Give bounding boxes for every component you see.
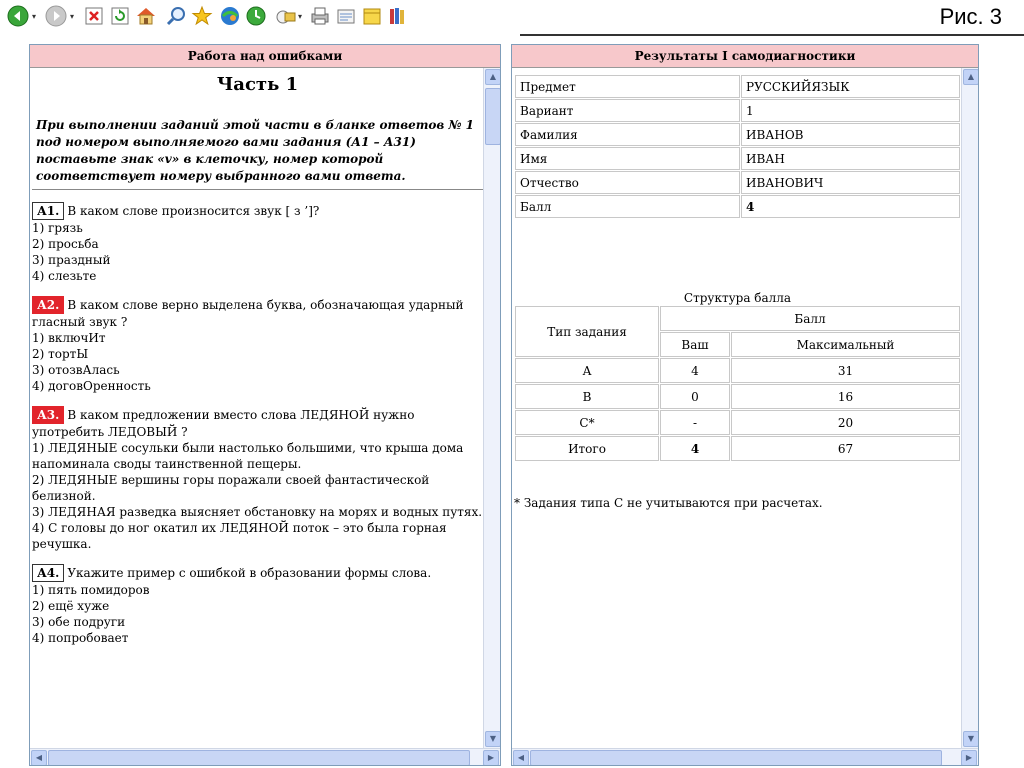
info-row	[515, 75, 960, 98]
scroll-left-icon[interactable]: ◀	[31, 750, 47, 766]
structure-row	[515, 358, 960, 383]
answer-option: 4) С головы до ног окатил их ЛЕДЯНОЙ поток – это была горная речушка.	[32, 521, 447, 551]
browser-toolbar	[0, 0, 1024, 36]
favorites-icon[interactable]	[190, 4, 214, 28]
info-value: ИВАНОВ	[741, 123, 960, 146]
forward-dropdown-icon[interactable]: ▾	[70, 12, 75, 21]
structure-cell-type: С*	[515, 410, 659, 435]
structure-cell-yours: -	[660, 410, 730, 435]
mail-icon[interactable]	[274, 4, 298, 28]
scroll-thumb[interactable]	[485, 88, 501, 145]
question-item	[32, 296, 483, 394]
info-key: Предмет	[515, 75, 740, 98]
figure-label: Рис. 3	[939, 4, 1002, 29]
question-tag: А1.	[32, 202, 64, 220]
info-key: Отчество	[515, 171, 740, 194]
answer-option: 1) пять помидоров	[32, 583, 150, 597]
scroll-left-icon[interactable]: ◀	[513, 750, 529, 766]
answer-option: 3) обе подруги	[32, 615, 126, 629]
media-icon[interactable]	[218, 4, 242, 28]
results-horizontal-scrollbar[interactable]	[512, 748, 978, 765]
structure-table	[514, 305, 961, 462]
folder-icon[interactable]	[360, 4, 384, 28]
question-tag: А4.	[32, 564, 64, 582]
question-item	[32, 202, 483, 284]
answer-option: 4) слезьте	[32, 269, 97, 283]
books-icon[interactable]	[386, 4, 410, 28]
figure-underline	[520, 34, 1024, 36]
scroll-right-icon[interactable]: ▶	[961, 750, 977, 766]
scroll-down-icon[interactable]: ▼	[963, 731, 979, 747]
stop-icon[interactable]	[82, 4, 106, 28]
structure-cell-max: 16	[731, 384, 960, 409]
col-yours-header: Ваш	[660, 332, 730, 357]
results-pane	[511, 44, 979, 766]
answer-option: 2) ЛЕДЯНЫЕ вершины горы поражали своей фантастической белизной.	[32, 473, 430, 503]
answer-option: 3) праздный	[32, 253, 111, 267]
part-title: Часть 1	[216, 74, 299, 95]
structure-cell-type: В	[515, 384, 659, 409]
answer-option: 4) попробовает	[32, 631, 129, 645]
answer-option: 1) ЛЕДЯНЫЕ сосульки были настолько большими, что крыша дома напоминала своды таинственной пещеры.	[32, 441, 464, 471]
info-row	[515, 171, 960, 194]
question-tag-error: А2.	[32, 296, 64, 314]
history-icon[interactable]	[244, 4, 268, 28]
info-key: Вариант	[515, 99, 740, 122]
info-row	[515, 123, 960, 146]
scroll-down-icon[interactable]: ▼	[485, 731, 501, 747]
mail-dropdown-icon[interactable]: ▾	[298, 12, 303, 21]
errors-vertical-scrollbar[interactable]	[483, 68, 500, 748]
forward-icon[interactable]	[44, 4, 68, 28]
answer-option: 2) просьба	[32, 237, 99, 251]
info-value: ИВАН	[741, 147, 960, 170]
info-key: Имя	[515, 147, 740, 170]
question-tag-error: А3.	[32, 406, 64, 424]
structure-title: Структура балла	[683, 291, 792, 305]
structure-cell-yours: 4	[660, 358, 730, 383]
structure-cell-yours: 0	[660, 384, 730, 409]
col-max-header: Максимальный	[731, 332, 960, 357]
instruction-text: При выполнении заданий этой части в бланке ответов № 1 под номером выполняемого вами задания (А1 – А31) поставьте знак «v» в клеточку, номер которой соответствует номеру выбранного вами ответа.	[32, 105, 483, 190]
question-text: В каком предложении вместо слова ЛЕДЯНОЙ нужно употребить ЛЕДОВЫЙ ?	[32, 408, 415, 439]
print-icon[interactable]	[308, 4, 332, 28]
structure-cell-max: 67	[731, 436, 960, 461]
answer-option: 2) ещё хуже	[32, 599, 110, 613]
info-value: РУССКИЙЯЗЫК	[741, 75, 960, 98]
search-icon[interactable]	[164, 4, 188, 28]
edit-icon[interactable]	[334, 4, 358, 28]
structure-cell-yours: 4	[660, 436, 730, 461]
col-score-header: Балл	[660, 306, 960, 331]
errors-pane-header: Работа над ошибками	[30, 45, 500, 68]
errors-content	[32, 68, 483, 748]
results-vertical-scrollbar[interactable]	[961, 68, 978, 748]
scroll-thumb-horizontal[interactable]	[48, 750, 470, 766]
question-text: В каком слове произносится звук [ з ’]?	[67, 204, 320, 218]
info-value: ИВАНОВИЧ	[741, 171, 960, 194]
info-key: Балл	[515, 195, 740, 218]
question-item	[32, 564, 483, 646]
results-pane-header: Результаты I самодиагностики	[512, 45, 978, 68]
info-row	[515, 147, 960, 170]
answer-option: 3) отозвАлась	[32, 363, 120, 377]
back-icon[interactable]	[6, 4, 30, 28]
answer-option: 1) грязь	[32, 221, 83, 235]
info-value: 1	[741, 99, 960, 122]
info-table	[514, 74, 961, 219]
answer-option: 1) включИт	[32, 331, 106, 345]
structure-cell-type: Итого	[515, 436, 659, 461]
structure-cell-max: 31	[731, 358, 960, 383]
footnote: * Задания типа С не учитываются при расчетах.	[514, 496, 823, 510]
structure-row	[515, 410, 960, 435]
structure-row	[515, 436, 960, 461]
scroll-up-icon[interactable]: ▲	[963, 69, 979, 85]
home-icon[interactable]	[134, 4, 158, 28]
refresh-icon[interactable]	[108, 4, 132, 28]
question-text: Укажите пример с ошибкой в образовании формы слова.	[67, 566, 432, 580]
structure-cell-type: А	[515, 358, 659, 383]
structure-header-row	[515, 306, 960, 331]
col-type-header: Тип задания	[515, 306, 659, 357]
answer-option: 3) ЛЕДЯНАЯ разведка выясняет обстановку на морях и водных путях.	[32, 505, 483, 519]
scroll-thumb-horizontal[interactable]	[530, 750, 942, 766]
back-dropdown-icon[interactable]: ▾	[32, 12, 37, 21]
question-text: В каком слове верно выделена буква, обозначающая ударный гласный звук ?	[32, 298, 464, 329]
scroll-up-icon[interactable]: ▲	[485, 69, 501, 85]
errors-horizontal-scrollbar[interactable]	[30, 748, 500, 765]
info-value: 4	[741, 195, 960, 218]
answer-option: 2) тортЫ	[32, 347, 89, 361]
structure-cell-max: 20	[731, 410, 960, 435]
questions-list	[32, 202, 483, 646]
errors-pane	[29, 44, 501, 766]
info-row	[515, 195, 960, 218]
question-item	[32, 406, 483, 552]
info-row	[515, 99, 960, 122]
scroll-right-icon[interactable]: ▶	[483, 750, 499, 766]
info-key: Фамилия	[515, 123, 740, 146]
results-content	[514, 68, 961, 748]
answer-option: 4) договОренность	[32, 379, 151, 393]
structure-row	[515, 384, 960, 409]
